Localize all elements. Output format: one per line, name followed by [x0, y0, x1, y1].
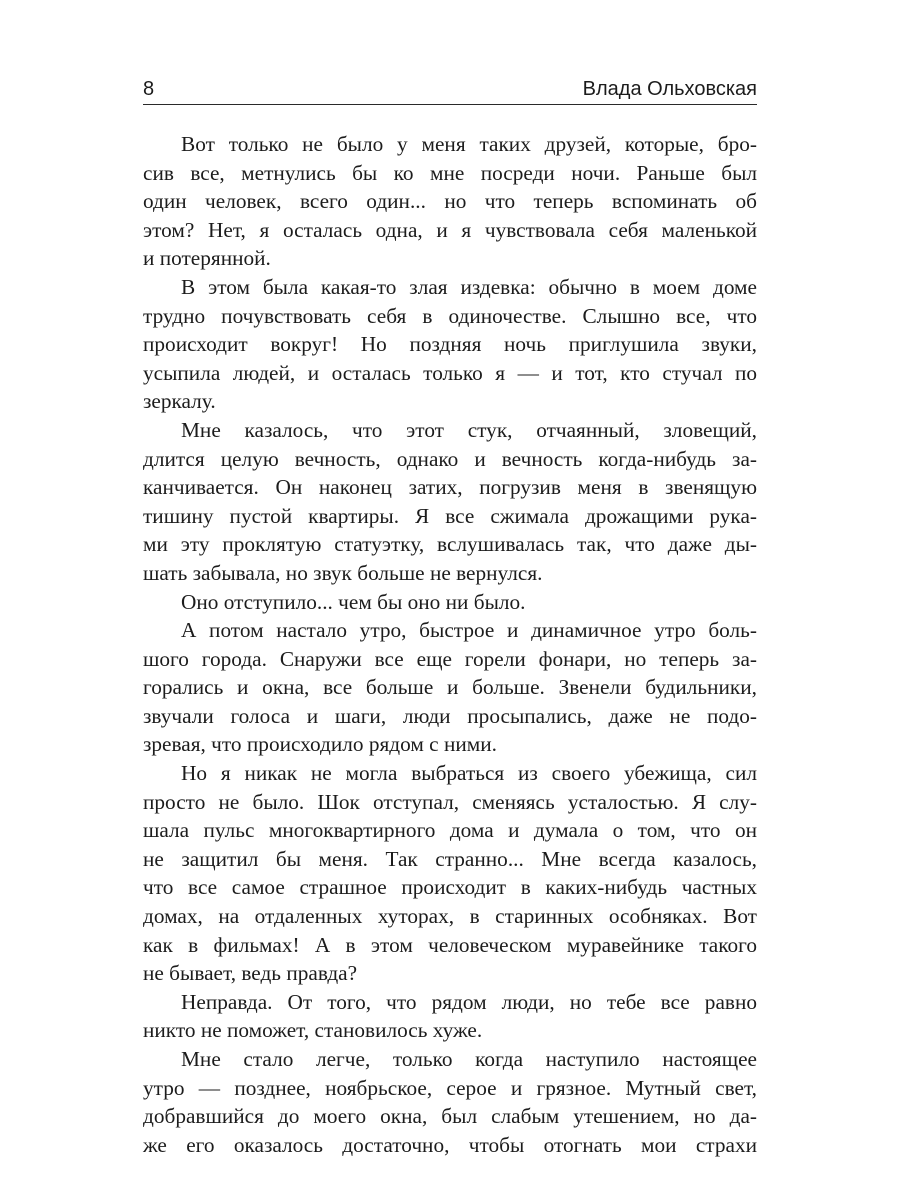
text-line: домах, на отдаленных хуторах, в старинных особняках. Вот: [143, 904, 757, 929]
text-line: В этом была какая-то злая издевка: обычно в моем доме: [181, 274, 757, 299]
running-title: Влада Ольховская: [582, 78, 757, 100]
text-line: звучали голоса и шаги, люди просыпались, даже не подо-: [143, 703, 757, 728]
text-line: утро — позднее, ноябрьское, серое и грязное. Мутный свет,: [143, 1075, 757, 1100]
text-line: этом? Нет, я осталась одна, и я чувствовала себя маленькой: [143, 217, 757, 242]
text-line: трудно почувствовать себя в одиночестве. Слышно все, что: [143, 303, 757, 328]
text-line: шать забывала, но звук больше не вернулся.: [143, 560, 543, 585]
text-line: и потерянной.: [143, 246, 271, 271]
text-line: не бывает, ведь правда?: [143, 961, 358, 986]
text-line: никто не поможет, становилось хуже.: [143, 1018, 483, 1043]
body-text: [143, 130, 757, 1159]
text-line: сив все, метнулись бы ко мне посреди ночи. Раньше был: [143, 160, 757, 185]
text-line: Мне стало легче, только когда наступило настоящее: [181, 1047, 757, 1071]
text-line: просто не было. Шок отступал, сменяясь усталостью. Я слу-: [143, 789, 757, 814]
text-line: Вот только не было у меня таких друзей, которые, бро-: [181, 132, 757, 156]
page-number: 8: [143, 78, 155, 100]
text-line: шого города. Снаружи все еще горели фонари, но теперь за-: [143, 646, 757, 671]
text-line: же его оказалось достаточно, чтобы отогнать мои страхи: [143, 1132, 757, 1157]
text-line: зеркалу.: [143, 389, 216, 414]
text-line: происходит вокруг! Но поздняя ночь приглушила звуки,: [143, 332, 757, 357]
text-line: длится целую вечность, однако и вечность когда-нибудь за-: [143, 446, 757, 471]
paragraph: [143, 273, 757, 416]
text-line: тишину пустой квартиры. Я все сжимала дрожащими рука-: [143, 503, 757, 528]
text-line: как в фильмах! А в этом человеческом муравейнике такого: [143, 932, 757, 957]
text-line: зревая, что происходило рядом с ними.: [143, 732, 497, 757]
paragraph: [143, 1045, 757, 1159]
text-line: ми эту проклятую статуэтку, вслушивалась так, что даже ды-: [143, 532, 757, 557]
text-line: Но я никак не могла выбраться из своего убежища, сил: [181, 761, 757, 786]
paragraph: [143, 416, 757, 588]
text-line: один человек, всего один... но что теперь вспоминать об: [143, 189, 757, 214]
text-line: что все самое страшное происходит в каких-нибудь частных: [143, 875, 757, 900]
page-header: [143, 74, 757, 105]
text-line: А потом настало утро, быстрое и динамичное утро боль-: [181, 618, 757, 643]
text-line: Мне казалось, что этот стук, отчаянный, зловещий,: [181, 417, 757, 442]
text-line: горались и окна, все больше и больше. Звенели будильники,: [143, 675, 757, 700]
paragraph: [143, 759, 757, 988]
text-line: Оно отступило... чем бы оно ни было.: [181, 589, 526, 614]
paragraph: [143, 130, 757, 273]
text-line: шала пульс многоквартирного дома и думала о том, что он: [143, 818, 757, 843]
text-line: не защитил бы меня. Так странно... Мне всегда казалось,: [143, 846, 757, 871]
paragraph: [143, 616, 757, 759]
text-line: канчивается. Он наконец затих, погрузив меня в звенящую: [143, 475, 757, 500]
paragraph: [143, 988, 757, 1045]
text-line: усыпила людей, и осталась только я — и тот, кто стучал по: [143, 360, 757, 385]
paragraph: [143, 588, 757, 617]
text-line: Неправда. От того, что рядом люди, но тебе все равно: [181, 989, 757, 1014]
text-line: добравшийся до моего окна, был слабым утешением, но да-: [143, 1104, 757, 1129]
